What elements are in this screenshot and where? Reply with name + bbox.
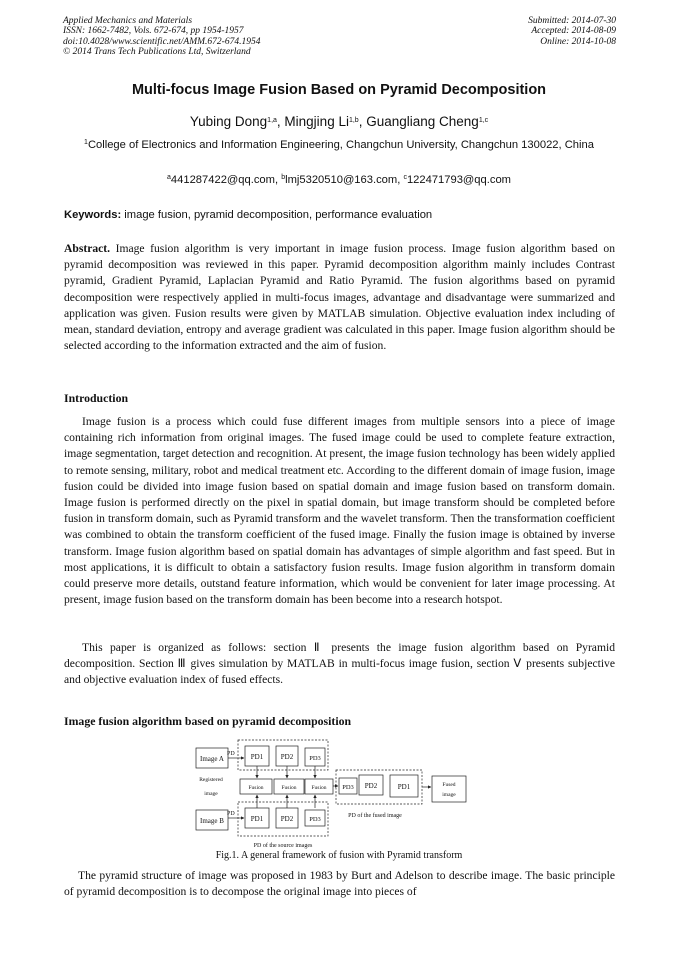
keywords-label: Keywords: <box>64 209 122 221</box>
pd2-b-label: PD2 <box>280 815 294 823</box>
pd-b-label: PD <box>227 811 235 817</box>
submission-dates <box>528 16 616 47</box>
pd3-a-label: PD3 <box>309 755 321 762</box>
paper-title: Multi-focus Image Fusion Based on Pyramid Decomposition <box>131 82 547 98</box>
pd1-a-label: PD1 <box>250 753 264 761</box>
online-date: Online: 2014-10-08 <box>540 36 616 47</box>
journal-issn: ISSN: 1662-7482, Vols. 672-674, pp 1954-1957 <box>63 26 244 37</box>
fused-image-label: image <box>442 792 456 798</box>
intro-paragraph-1: Image fusion is a process which could fuse different images from multiple sensors into a piece of image containing rich information from original images. The fused image could be used to complete feature extraction, image segmentation, target detection and recognition. At present, the image fusion technology has been widely applied to remote sensing, military, robot and medical treatment etc. According to the different domain of image fusion, image fusion could be divided into image fusion based on spatial domain and image fusion based on transform domain. Image fusion is performed directly on the pixel in spatial domain, but image transform should be completed before fusion in transform domain, such as Pyramid transform and the wavelet transform. Then the transformation coefficient was combined to obtain the transform coefficient of the fused image. Finally the fusion image is obtained by inverse transform. Image fusion algorithm based on spatial domain has advantages of simple algorithm and fast speed. But in most applications, it is difficult to obtain a satisfactory fusion results. Image fusion algorithm in transform domain could preserve more details, outstand feature information, which would be convenient for later image processing. At present, image fusion based on the transform domain has been become into a research hotspot. <box>64 415 615 607</box>
abstract-label: Abstract. <box>64 242 111 255</box>
pd1-fused-label: PD1 <box>397 783 411 791</box>
pd-fused-caption: PD of the fused image <box>348 813 402 819</box>
image-a-label: Image A <box>200 755 224 763</box>
pd3-fused-label: PD3 <box>342 784 354 791</box>
intro-paragraph-2: This paper is organized as follows: section Ⅱ presents the image fusion algorithm based on Pyramid decomposition. Section Ⅲ gives simulation by MATLAB in multi-focus image fusion, section Ⅴ presents subjective and objective evaluation index of fused effects. <box>64 641 615 687</box>
author-emails: $^a$441287422@qq.com, $^b$lmj5320510@163.com, $^c$122471793@qq.com <box>167 174 511 186</box>
pd2-a-label: PD2 <box>280 753 294 761</box>
affiliation: $^1$College of Electronics and Information Engineering, Changchun University, Changchun 130022, China <box>84 139 594 151</box>
author-list: Yubing Dong$^{1,a}$, Mingjing Li$^{1,b}$, Guangliang Cheng$^{1,c}$ <box>189 114 489 129</box>
pd-a-label: PD <box>227 751 235 757</box>
pd2-fused-label: PD2 <box>364 782 378 790</box>
author-name: Guangliang Cheng <box>366 114 479 129</box>
fused-label: Fused <box>442 782 456 788</box>
email-link[interactable]: 122471793@qq.com <box>406 174 511 186</box>
author-name: Mingjing Li <box>284 114 349 129</box>
fusion-label-2: Fusion <box>281 785 297 791</box>
author-sup: 1,b <box>348 117 359 124</box>
fusion-framework-diagram <box>192 738 488 850</box>
figure-caption: Fig.1. A general framework of fusion with Pyramid transform <box>215 850 463 861</box>
journal-doi[interactable]: doi:10.4028/www.scientific.net/AMM.672-674.1954 <box>63 36 261 47</box>
submitted-date: Submitted: 2014-07-30 <box>528 16 616 26</box>
abstract <box>64 241 615 354</box>
email-link[interactable]: 441287422@qq.com <box>170 174 275 186</box>
journal-copyright: © 2014 Trans Tech Publications Ltd, Switzerland <box>63 47 251 58</box>
fusion-label-1: Fusion <box>248 785 264 791</box>
author-sup: 1,a <box>267 117 277 124</box>
registered-label: Registered <box>199 777 223 783</box>
registered-image-label: image <box>204 791 218 797</box>
section2-paragraph-1: The pyramid structure of image was proposed in 1983 by Burt and Adelson to describe image. The basic principle of pyramid decomposition is to decompose the original image into pieces of <box>64 869 615 899</box>
section-heading-introduction: Introduction <box>64 391 129 405</box>
journal-name: Applied Mechanics and Materials <box>63 16 193 26</box>
keywords <box>64 209 616 221</box>
section-heading-pyramid: Image fusion algorithm based on pyramid decomposition <box>64 714 352 728</box>
author-sup: 1,c <box>478 117 489 124</box>
journal-info <box>63 16 260 58</box>
fusion-label-3: Fusion <box>311 785 327 791</box>
pd1-b-label: PD1 <box>250 815 264 823</box>
accepted-date: Accepted: 2014-08-09 <box>531 26 616 37</box>
keywords-text: image fusion, pyramid decomposition, performance evaluation <box>121 209 433 221</box>
fused-image-box <box>432 776 466 802</box>
pd-source-caption: PD of the source images <box>253 843 313 849</box>
pd3-b-label: PD3 <box>309 816 321 823</box>
author-name: Yubing Dong <box>189 114 268 129</box>
abstract-text: Image fusion algorithm is very important in image fusion process. Image fusion algorithm based on pyramid decomposition was reviewed in this paper. Pyramid decomposition algorithm mainly includes Contrast pyramid, Gradient Pyramid, Laplacian Pyramid and Ratio Pyramid. The fusion algorithms based on pyramid decomposition were respectively applied in multi-focus images, advantage and disadvantage were summarized and application was given. Fusion results were given by MATLAB simulation. Objective evaluation index including of mean, standard deviation, entropy and average gradient was calculated in this paper. Image fusion algorithm should be selected according to the information extracted and the aim of fusion. <box>64 242 615 353</box>
image-b-label: Image B <box>200 817 224 825</box>
email-link[interactable]: lmj5320510@163.com <box>285 174 398 186</box>
